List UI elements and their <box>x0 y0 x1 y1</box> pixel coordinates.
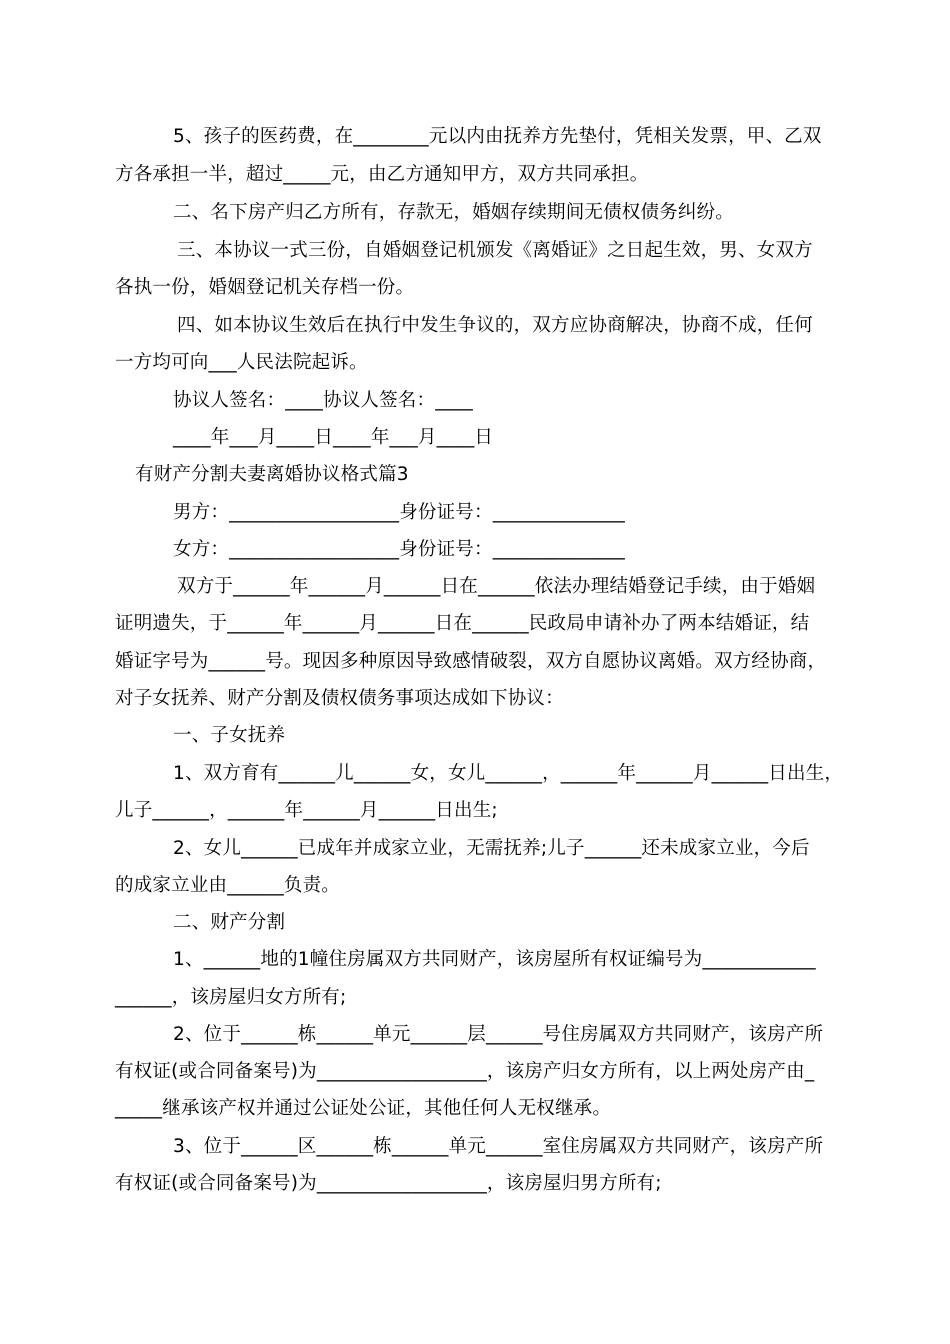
paragraph-line: 方各承担一半，超过_____元，由乙方通知甲方，双方共同承担。 <box>115 164 649 185</box>
paragraph-line: 的成家立业由______负责。 <box>115 875 341 896</box>
paragraph-line: 1、双方育有______儿______女，女儿______，______年______月______日出生， <box>173 763 844 784</box>
paragraph-line: 男方：__________________身份证号：______________ <box>173 502 626 523</box>
paragraph-heading: 二、财产分割 <box>173 912 286 933</box>
paragraph-line: 四、如本协议生效后在执行中发生争议的，双方应协商解决，协商不成，任何 <box>177 315 813 336</box>
paragraph-line: 一方均可向___人民法院起诉。 <box>115 352 368 373</box>
paragraph-line: 各执一份，婚姻登记机关存档一份。 <box>115 277 415 298</box>
paragraph-line: ______，该房屋归女方所有; <box>115 987 347 1008</box>
paragraph-line: 有权证(或合同备案号)为__________________，该房产归女方所有，以上两处房产由_ <box>115 1061 815 1082</box>
paragraph-line: 三、本协议一式三份，自婚姻登记机颁发《离婚证》之日起生效，男、女双方 <box>177 240 813 261</box>
paragraph-line: 二、名下房产归乙方所有，存款无，婚姻存续期间无债权债务纠纷。 <box>173 202 735 223</box>
paragraph-line: 有权证(或合同备案号)为__________________，该房屋归男方所有; <box>115 1173 662 1194</box>
paragraph-line: 2、女儿______已成年并成家立业，无需抚养;儿子______还未成家立业，今后 <box>173 838 810 859</box>
signature-line: 协议人签名：____协议人签名：____ <box>173 390 474 411</box>
paragraph-line: 2、位于______栋______单元______层______号住房属双方共同财产，该房产所 <box>173 1024 824 1045</box>
paragraph-line: 对子女抚养、财产分割及债权债务事项达成如下协议： <box>115 688 564 709</box>
paragraph-line: 女方：__________________身份证号：______________ <box>173 539 626 560</box>
paragraph-line: 儿子______，______年______月______日出生; <box>115 800 498 821</box>
paragraph-line: 3、位于______区______栋______单元______室住房属双方共同财产，该房产所 <box>173 1136 824 1157</box>
date-line: ____年___月____日____年___月____日 <box>173 427 494 448</box>
paragraph-line: 婚证字号为______号。现因多种原因导致感情破裂，双方自愿协议离婚。双方经协商， <box>115 651 827 672</box>
paragraph-line: 双方于______年______月______日在______依法办理结婚登记手续，由于婚姻 <box>177 576 816 597</box>
paragraph-line: _____继承该产权并通过公证处公证，其他任何人无权继承。 <box>115 1098 612 1119</box>
section-title: 有财产分割夫妻离婚协议格式篇3 <box>135 464 409 485</box>
paragraph-line: 证明遗失，于______年______月______日在______民政局申请补办了两本结婚证，结 <box>115 613 810 634</box>
paragraph-line: 5、孩子的医药费，在________元以内由抚养方先垫付，凭相关发票，甲、乙双 <box>173 126 822 147</box>
paragraph-line: 1、______地的1幢住房属双方共同财产，该房屋所有权证编号为____________ <box>173 949 816 970</box>
paragraph-heading: 一、子女抚养 <box>173 725 286 746</box>
